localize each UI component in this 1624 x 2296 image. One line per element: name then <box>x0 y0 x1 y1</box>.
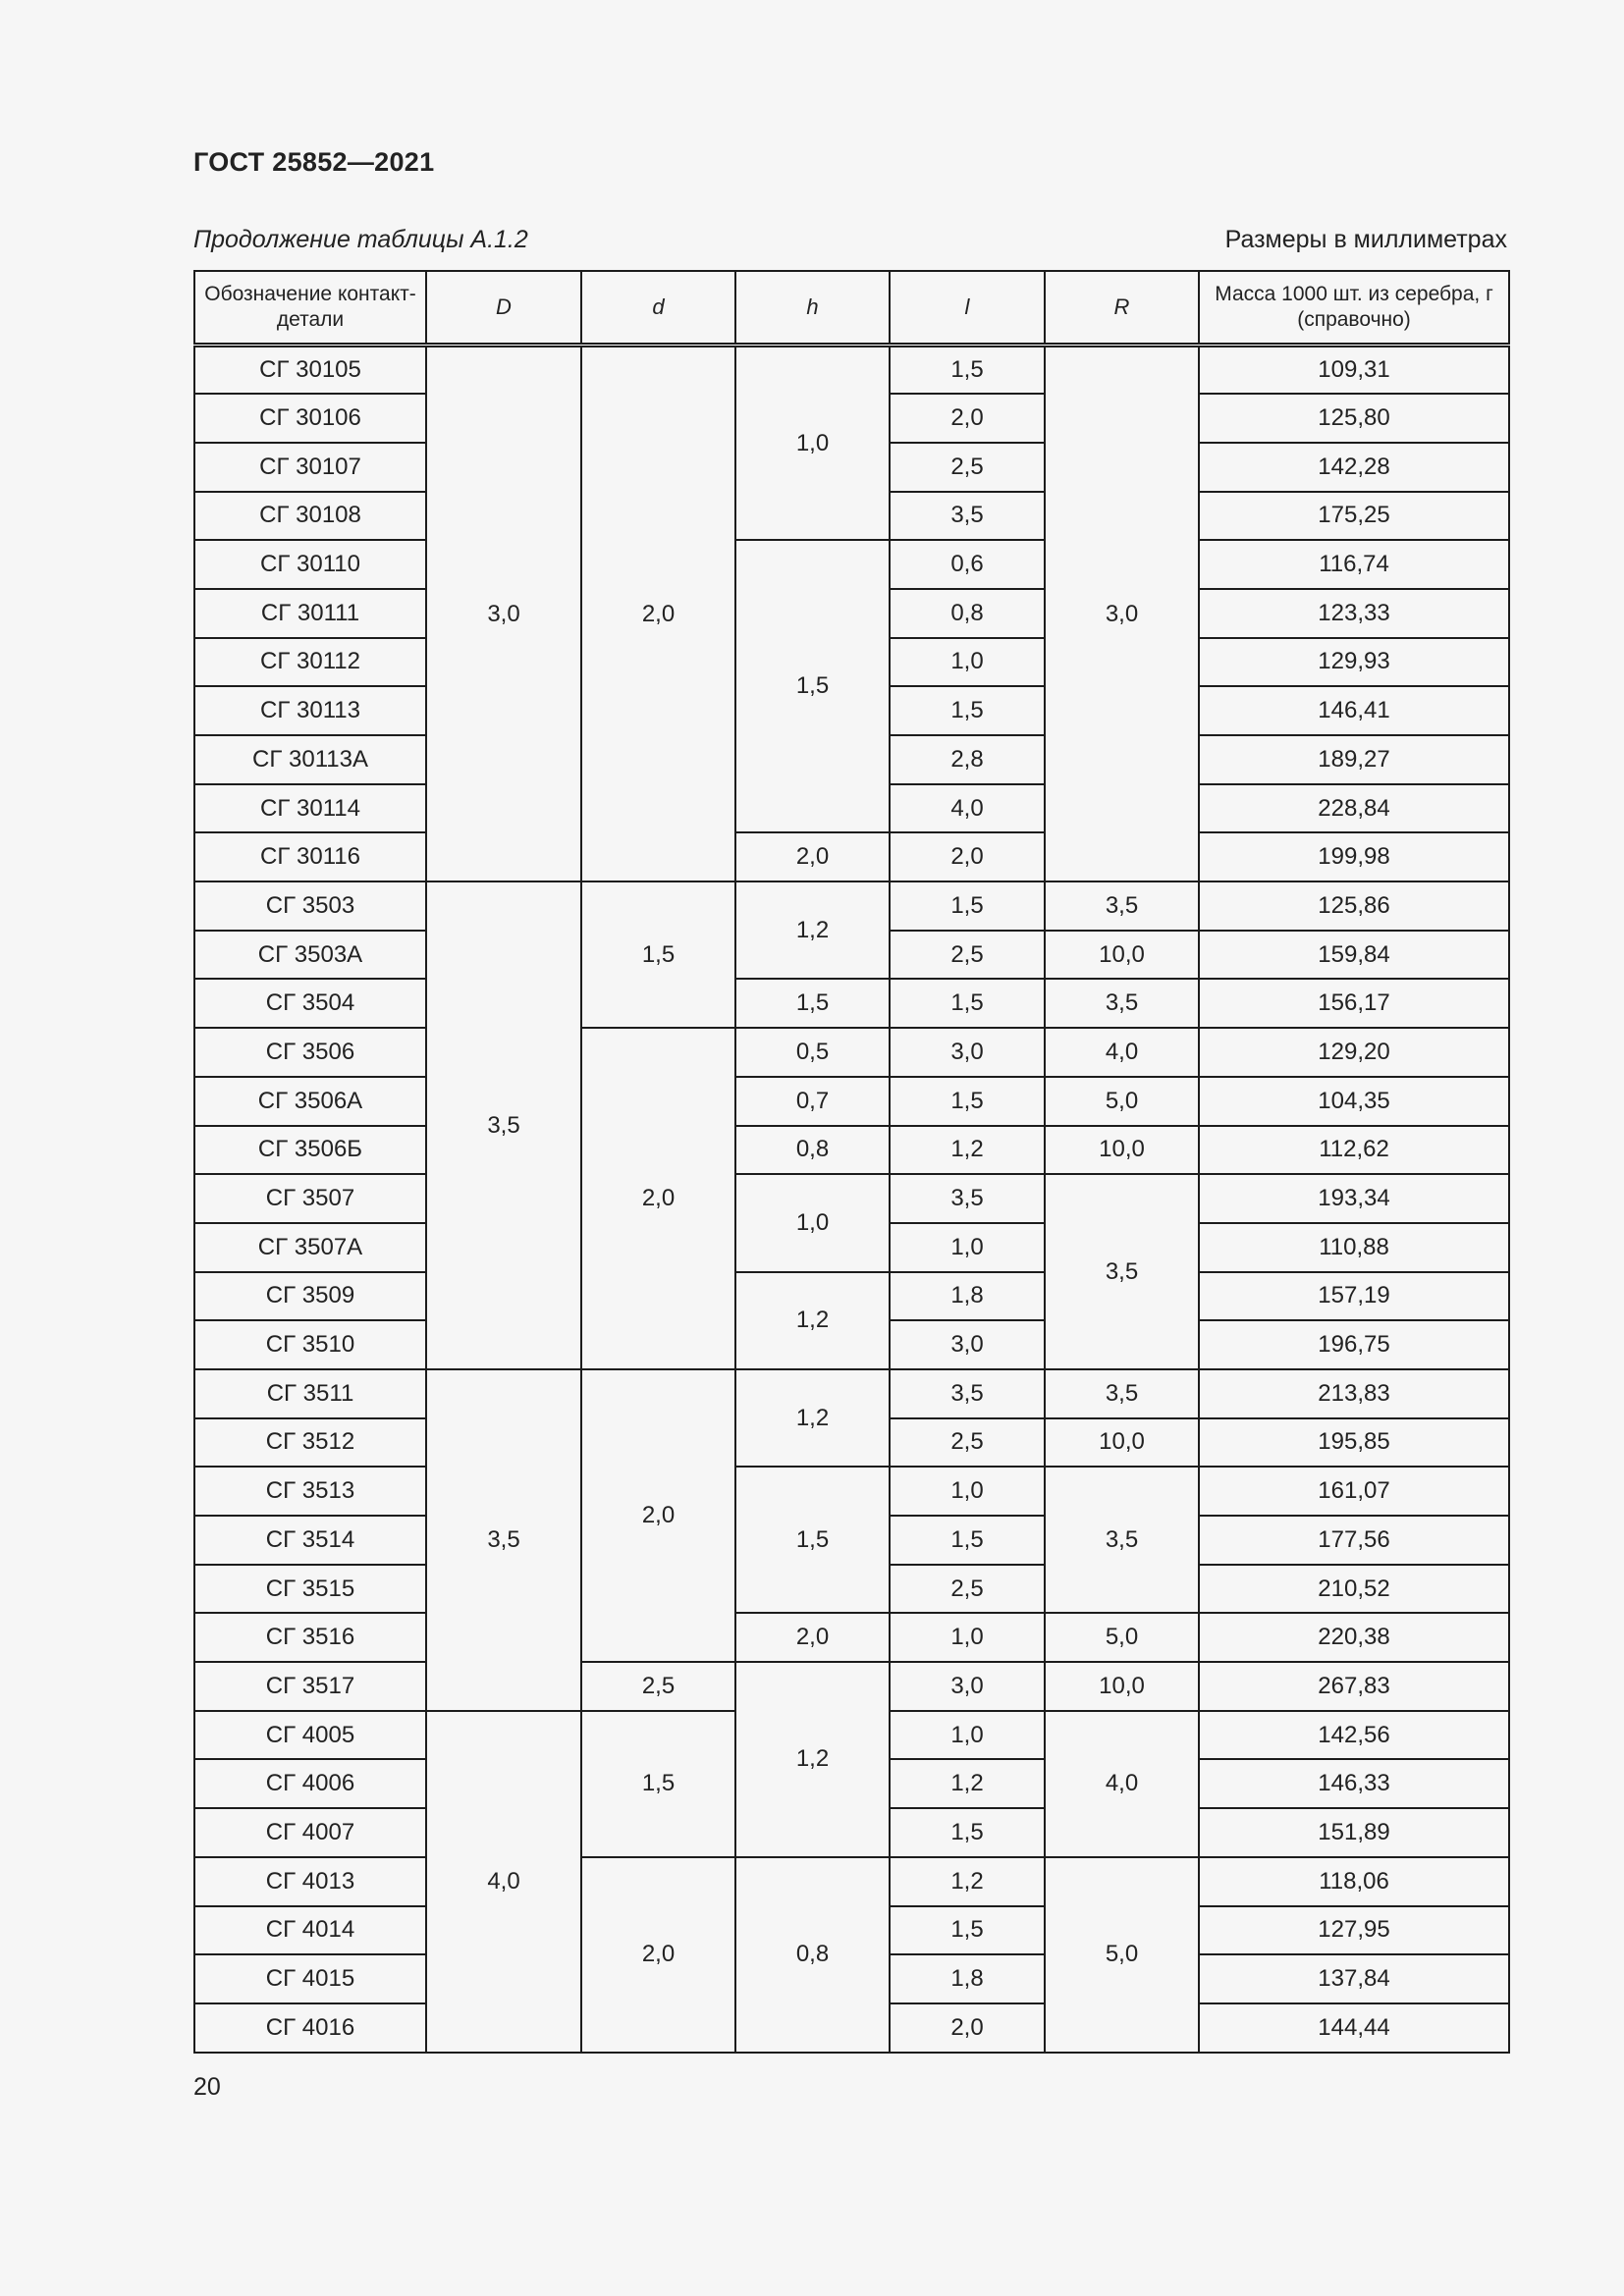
mass-cell: 109,31 <box>1199 346 1509 395</box>
col-header-h: h <box>735 271 890 346</box>
l-cell: 1,5 <box>890 979 1045 1028</box>
R-cell: 10,0 <box>1045 1662 1199 1711</box>
h-cell: 1,2 <box>735 1369 890 1467</box>
designation-cell: СГ 30111 <box>194 589 426 638</box>
R-cell: 3,5 <box>1045 979 1199 1028</box>
table-row <box>194 1613 1509 1662</box>
l-cell: 1,5 <box>890 1906 1045 1955</box>
h-cell: 1,5 <box>735 1467 890 1613</box>
l-cell: 1,8 <box>890 1272 1045 1321</box>
mass-cell: 177,56 <box>1199 1516 1509 1565</box>
col-header-designation: Обозначение контакт-детали <box>194 271 426 346</box>
R-cell: 5,0 <box>1045 1857 1199 2053</box>
l-cell: 1,5 <box>890 686 1045 735</box>
l-cell: 3,5 <box>890 492 1045 541</box>
designation-cell: СГ 30116 <box>194 832 426 881</box>
table-row <box>194 1077 1509 1126</box>
h-cell: 1,2 <box>735 1662 890 1857</box>
mass-cell: 144,44 <box>1199 2003 1509 2053</box>
designation-cell: СГ 4006 <box>194 1759 426 1808</box>
mass-cell: 137,84 <box>1199 1954 1509 2003</box>
table-header-row <box>194 271 1509 346</box>
R-cell: 4,0 <box>1045 1028 1199 1077</box>
d-cell: 2,0 <box>581 1028 735 1369</box>
table-row <box>194 1028 1509 1077</box>
l-cell: 1,0 <box>890 1467 1045 1516</box>
d-cell: 2,0 <box>581 346 735 882</box>
h-cell: 0,5 <box>735 1028 890 1077</box>
mass-cell: 267,83 <box>1199 1662 1509 1711</box>
designation-cell: СГ 3515 <box>194 1565 426 1614</box>
h-cell: 1,0 <box>735 346 890 541</box>
D-cell: 3,5 <box>426 1369 581 1711</box>
designation-cell: СГ 3514 <box>194 1516 426 1565</box>
designation-cell: СГ 30108 <box>194 492 426 541</box>
R-cell: 3,5 <box>1045 1467 1199 1613</box>
R-cell: 10,0 <box>1045 1418 1199 1468</box>
h-cell: 1,5 <box>735 540 890 832</box>
mass-cell: 142,28 <box>1199 443 1509 492</box>
l-cell: 3,5 <box>890 1174 1045 1223</box>
R-cell: 3,5 <box>1045 1369 1199 1418</box>
l-cell: 2,5 <box>890 1565 1045 1614</box>
mass-cell: 157,19 <box>1199 1272 1509 1321</box>
designation-cell: СГ 3509 <box>194 1272 426 1321</box>
table-row <box>194 1857 1509 1906</box>
h-cell: 1,2 <box>735 881 890 979</box>
mass-cell: 104,35 <box>1199 1077 1509 1126</box>
h-cell: 0,8 <box>735 1857 890 2053</box>
dimensions-table <box>193 270 1510 2054</box>
mass-cell: 118,06 <box>1199 1857 1509 1906</box>
mass-cell: 159,84 <box>1199 931 1509 980</box>
table-row <box>194 832 1509 881</box>
l-cell: 0,6 <box>890 540 1045 589</box>
D-cell: 3,5 <box>426 881 581 1369</box>
h-cell: 1,0 <box>735 1174 890 1271</box>
designation-cell: СГ 30105 <box>194 346 426 395</box>
page-number: 20 <box>193 2073 221 2101</box>
units-note: Размеры в миллиметрах <box>1224 226 1507 253</box>
designation-cell: СГ 30106 <box>194 394 426 443</box>
l-cell: 1,5 <box>890 1808 1045 1857</box>
h-cell: 2,0 <box>735 1613 890 1662</box>
designation-cell: СГ 4015 <box>194 1954 426 2003</box>
l-cell: 3,5 <box>890 1369 1045 1418</box>
h-cell: 2,0 <box>735 832 890 881</box>
designation-cell: СГ 3512 <box>194 1418 426 1468</box>
col-header-l: l <box>890 271 1045 346</box>
mass-cell: 146,41 <box>1199 686 1509 735</box>
designation-cell: СГ 4014 <box>194 1906 426 1955</box>
l-cell: 2,0 <box>890 832 1045 881</box>
designation-cell: СГ 30114 <box>194 784 426 833</box>
table-row <box>194 1467 1509 1516</box>
R-cell: 4,0 <box>1045 1711 1199 1857</box>
l-cell: 1,2 <box>890 1126 1045 1175</box>
col-header-D: D <box>426 271 581 346</box>
mass-cell: 156,17 <box>1199 979 1509 1028</box>
l-cell: 2,5 <box>890 443 1045 492</box>
l-cell: 4,0 <box>890 784 1045 833</box>
col-header-d: d <box>581 271 735 346</box>
col-header-mass: Масса 1000 шт. из серебра, г (справочно) <box>1199 271 1509 346</box>
mass-cell: 220,38 <box>1199 1613 1509 1662</box>
mass-cell: 127,95 <box>1199 1906 1509 1955</box>
l-cell: 1,5 <box>890 1516 1045 1565</box>
designation-cell: СГ 30110 <box>194 540 426 589</box>
h-cell: 0,7 <box>735 1077 890 1126</box>
mass-cell: 175,25 <box>1199 492 1509 541</box>
d-cell: 2,0 <box>581 1369 735 1662</box>
mass-cell: 151,89 <box>1199 1808 1509 1857</box>
l-cell: 3,0 <box>890 1320 1045 1369</box>
designation-cell: СГ 3507 <box>194 1174 426 1223</box>
l-cell: 1,2 <box>890 1759 1045 1808</box>
mass-cell: 146,33 <box>1199 1759 1509 1808</box>
mass-cell: 129,93 <box>1199 638 1509 687</box>
designation-cell: СГ 3506А <box>194 1077 426 1126</box>
designation-cell: СГ 3503А <box>194 931 426 980</box>
mass-cell: 129,20 <box>1199 1028 1509 1077</box>
table-caption: Продолжение таблицы А.1.2 <box>193 226 528 253</box>
mass-cell: 199,98 <box>1199 832 1509 881</box>
designation-cell: СГ 3513 <box>194 1467 426 1516</box>
R-cell: 3,5 <box>1045 881 1199 931</box>
l-cell: 1,5 <box>890 881 1045 931</box>
R-cell: 3,0 <box>1045 346 1199 882</box>
designation-cell: СГ 3510 <box>194 1320 426 1369</box>
R-cell: 3,5 <box>1045 1174 1199 1369</box>
mass-cell: 125,80 <box>1199 394 1509 443</box>
l-cell: 0,8 <box>890 589 1045 638</box>
d-cell: 1,5 <box>581 881 735 1028</box>
designation-cell: СГ 30107 <box>194 443 426 492</box>
table-row <box>194 979 1509 1028</box>
designation-cell: СГ 3511 <box>194 1369 426 1418</box>
l-cell: 3,0 <box>890 1028 1045 1077</box>
designation-cell: СГ 3507А <box>194 1223 426 1272</box>
l-cell: 1,8 <box>890 1954 1045 2003</box>
table-row <box>194 1272 1509 1321</box>
designation-cell: СГ 30112 <box>194 638 426 687</box>
designation-cell: СГ 3506 <box>194 1028 426 1077</box>
designation-cell: СГ 4007 <box>194 1808 426 1857</box>
R-cell: 5,0 <box>1045 1077 1199 1126</box>
D-cell: 4,0 <box>426 1711 581 2053</box>
designation-cell: СГ 3504 <box>194 979 426 1028</box>
l-cell: 1,0 <box>890 1613 1045 1662</box>
table-row <box>194 881 1509 931</box>
h-cell: 0,8 <box>735 1126 890 1175</box>
designation-cell: СГ 3516 <box>194 1613 426 1662</box>
l-cell: 2,0 <box>890 394 1045 443</box>
mass-cell: 142,56 <box>1199 1711 1509 1760</box>
designation-cell: СГ 30113А <box>194 735 426 784</box>
l-cell: 1,5 <box>890 1077 1045 1126</box>
l-cell: 2,8 <box>890 735 1045 784</box>
mass-cell: 116,74 <box>1199 540 1509 589</box>
d-cell: 1,5 <box>581 1711 735 1857</box>
l-cell: 1,0 <box>890 1711 1045 1760</box>
l-cell: 3,0 <box>890 1662 1045 1711</box>
d-cell: 2,5 <box>581 1662 735 1711</box>
l-cell: 1,2 <box>890 1857 1045 1906</box>
designation-cell: СГ 3517 <box>194 1662 426 1711</box>
mass-cell: 228,84 <box>1199 784 1509 833</box>
table-row <box>194 1174 1509 1223</box>
table-row <box>194 1369 1509 1418</box>
mass-cell: 213,83 <box>1199 1369 1509 1418</box>
l-cell: 1,5 <box>890 346 1045 395</box>
l-cell: 2,0 <box>890 2003 1045 2053</box>
h-cell: 1,5 <box>735 979 890 1028</box>
table-row <box>194 1126 1509 1175</box>
R-cell: 10,0 <box>1045 931 1199 980</box>
table-row <box>194 540 1509 589</box>
table-row <box>194 1662 1509 1711</box>
mass-cell: 110,88 <box>1199 1223 1509 1272</box>
mass-cell: 112,62 <box>1199 1126 1509 1175</box>
mass-cell: 123,33 <box>1199 589 1509 638</box>
designation-cell: СГ 3506Б <box>194 1126 426 1175</box>
designation-cell: СГ 4013 <box>194 1857 426 1906</box>
mass-cell: 210,52 <box>1199 1565 1509 1614</box>
mass-cell: 195,85 <box>1199 1418 1509 1468</box>
l-cell: 1,0 <box>890 1223 1045 1272</box>
table-body <box>194 346 1509 2053</box>
designation-cell: СГ 4016 <box>194 2003 426 2053</box>
designation-cell: СГ 4005 <box>194 1711 426 1760</box>
D-cell: 3,0 <box>426 346 581 882</box>
R-cell: 5,0 <box>1045 1613 1199 1662</box>
l-cell: 2,5 <box>890 931 1045 980</box>
designation-cell: СГ 3503 <box>194 881 426 931</box>
R-cell: 10,0 <box>1045 1126 1199 1175</box>
mass-cell: 125,86 <box>1199 881 1509 931</box>
mass-cell: 196,75 <box>1199 1320 1509 1369</box>
mass-cell: 193,34 <box>1199 1174 1509 1223</box>
table-row <box>194 346 1509 395</box>
mass-cell: 189,27 <box>1199 735 1509 784</box>
col-header-R: R <box>1045 271 1199 346</box>
d-cell: 2,0 <box>581 1857 735 2053</box>
h-cell: 1,2 <box>735 1272 890 1369</box>
standard-title: ГОСТ 25852—2021 <box>193 147 435 177</box>
designation-cell: СГ 30113 <box>194 686 426 735</box>
mass-cell: 161,07 <box>1199 1467 1509 1516</box>
l-cell: 1,0 <box>890 638 1045 687</box>
l-cell: 2,5 <box>890 1418 1045 1468</box>
